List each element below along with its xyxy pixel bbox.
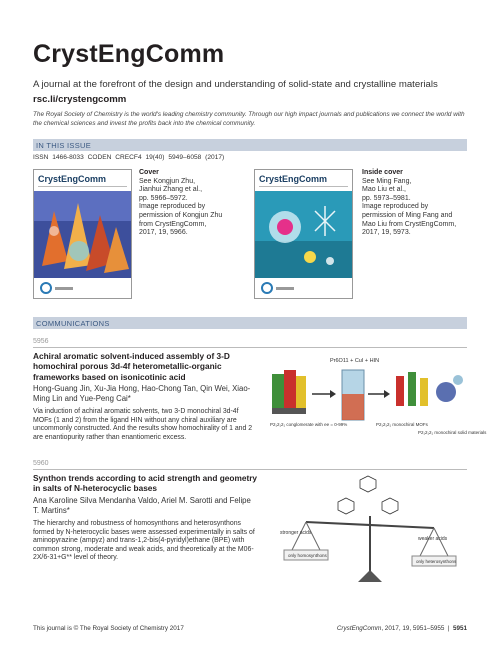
svg-text:P2₁2₁2₁ monochiral MOFs: P2₁2₁2₁ monochiral MOFs <box>376 422 428 427</box>
article-authors: Ana Karoline Silva Mendanha Valdo, Ariel M. Sarotti and Felipe T. Martins* <box>33 496 251 515</box>
article-title[interactable]: Achiral aromatic solvent-induced assembly of 3-D homochiral porous 3d-4f heterometallic-organic frameworks based on isonicotinic acid <box>33 351 230 382</box>
cover-journal-title: CrystEngComm <box>38 174 107 184</box>
svg-text:P2₁2₁2₁ conglomerate with ee =: P2₁2₁2₁ conglomerate with ee = 0-99% <box>270 422 348 427</box>
cover-image[interactable] <box>33 169 132 299</box>
article-page-number: 5960 <box>33 460 49 467</box>
divider <box>33 347 467 348</box>
inside-cover-caption: Inside cover See Ming Fang, Mao Liu et al., pp. 5973–5981. Image reproduced by permission of Ming Fang and Mao Liu from CrystEngComm, 2017, 19, 5973. <box>362 169 472 238</box>
communications-band <box>33 317 467 329</box>
svg-text:weaker acids: weaker acids <box>418 536 448 542</box>
footer <box>33 625 467 632</box>
article-abstract: The hierarchy and robustness of homosynthons and heterosynthons formed by N-heterocyclic bases were assessed experimentally in salts of aminopyrazine (ampyz) and trans-1,2-bis(4-pyridyl)ethane (BPE) with common strong, moderate and weak acids, and theoretically at the M06-2X/6-31+G** level of theory. <box>33 520 255 562</box>
footer-copyright: This journal is © The Royal Society of Chemistry 2017 <box>33 625 184 632</box>
footer-citation: CrystEngComm, 2017, 19, 5951–5955 | 5951 <box>336 625 467 632</box>
svg-text:only homosynthons: only homosynthons <box>288 553 327 558</box>
cover-caption: Cover See Kongjun Zhu, Jianhui Zhang et al., pp. 5966–5972. Image reproduced by permission of Kongjun Zhu from CrystEngComm, 2017, 19, 5966. <box>139 169 227 238</box>
article-abstract: Via induction of achiral aromatic solvents, two 3-D monochiral 3d-4f MOFs (1 and 2) from the ligand HIN without any chiral auxiliary are uncommonly constructed. And the results show homochirality of 1 and 2 are enantiopurity rather than enantiomeric excess. <box>33 408 253 441</box>
article-title[interactable]: Synthon trends according to acid strength and geometry in salts of N-heterocyclic bases <box>33 473 258 494</box>
cover-heading: Cover <box>139 169 159 176</box>
svg-text:stronger acids: stronger acids <box>280 530 312 536</box>
rsc-statement: The Royal Society of Chemistry is the world's leading chemistry community. Through our high impact journals and publications we connect the world with the chemical sciences and invest the profits back into the chemical community. <box>33 111 465 127</box>
inside-cover-heading: Inside cover <box>362 169 403 176</box>
cover-artwork <box>34 191 131 278</box>
article-page-number: 5956 <box>33 338 49 345</box>
issn-line: ISSN 1466-8033 CODEN CRECF4 19(40) 5949–6058 (2017) <box>33 154 225 161</box>
journal-title: CrystEngComm <box>33 40 225 68</box>
inside-cover-artwork <box>255 191 352 278</box>
journal-subtitle: A journal at the forefront of the design and understanding of solid-state and crystalline materials <box>33 79 438 90</box>
rsc-logo-icon <box>40 282 52 294</box>
svg-text:Pr6O11 + CuI + HIN: Pr6O11 + CuI + HIN <box>330 358 380 364</box>
graphical-abstract-2 <box>272 470 468 588</box>
in-this-issue-band <box>33 139 467 151</box>
svg-text:only heterosynthons: only heterosynthons <box>416 559 457 564</box>
footer-page-number: 5951 <box>452 625 467 632</box>
svg-text:P2₁2₁2₁ monochiral solid mater: P2₁2₁2₁ monochiral solid materials <box>418 430 487 435</box>
communications-label: COMMUNICATIONS <box>36 319 110 328</box>
rsc-logo-icon <box>261 282 273 294</box>
in-this-issue-label: IN THIS ISSUE <box>36 141 92 150</box>
journal-url[interactable]: rsc.li/crystengcomm <box>33 94 127 105</box>
inside-cover-journal-title: CrystEngComm <box>259 174 328 184</box>
graphical-abstract-1 <box>268 350 487 450</box>
inside-cover-image[interactable] <box>254 169 353 299</box>
article-authors: Hong-Guang Jin, Xu-Jia Hong, Hao-Chong Tan, Qin Wei, Xiao-Ming Lin and Yue-Peng Cai* <box>33 384 251 403</box>
